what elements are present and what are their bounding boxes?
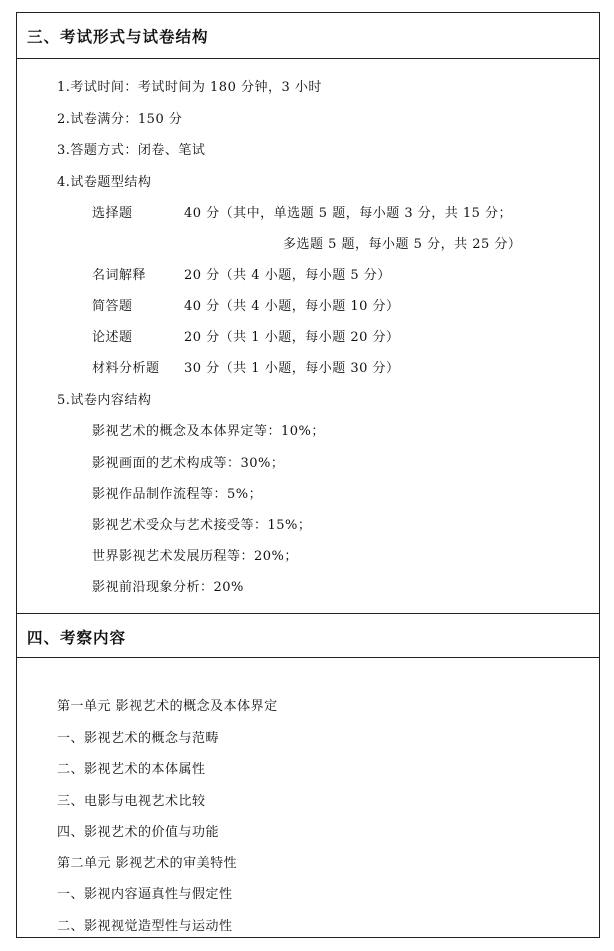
question-type-desc: 20 分（共 1 小题，每小题 20 分） [184,330,400,345]
question-type-name: 名词解释 [92,268,147,283]
unit-heading: 第二单元 影视艺术的审美特性 [57,856,238,871]
divider [17,657,599,658]
content-structure-item: 世界影视艺术发展历程等：20%； [92,549,298,564]
unit-heading: 第一单元 影视艺术的概念及本体界定 [57,699,278,714]
answer-method-item: 3.答题方式：闭卷、笔试 [57,143,206,158]
content-item: 四、影视艺术的价值与功能 [57,825,220,840]
question-type-name: 材料分析题 [92,361,160,376]
question-type-desc: 40 分（共 4 小题，每小题 10 分） [184,299,400,314]
question-structure-item: 4.试卷题型结构 [57,175,152,190]
content-structure-item: 影视艺术受众与艺术接受等：15%； [92,518,312,533]
divider [17,58,599,59]
content-structure-item: 影视前沿现象分析：20% [92,580,244,595]
question-type-desc: 30 分（共 1 小题，每小题 30 分） [184,361,400,376]
content-structure-item: 影视作品制作流程等：5%； [92,487,263,502]
question-type-name: 选择题 [92,206,133,221]
section-3-heading: 三、考试形式与试卷结构 [27,27,209,46]
content-item: 一、影视内容逼真性与假定性 [57,887,233,902]
question-type-desc: 多选题 5 题，每小题 5 分，共 25 分） [283,237,522,252]
content-structure-item: 影视画面的艺术构成等：30%； [92,456,285,471]
divider [17,613,599,614]
document-table [16,12,600,938]
section-4-heading: 四、考察内容 [27,628,127,647]
question-type-desc: 40 分（其中，单选题 5 题，每小题 3 分，共 15 分； [184,206,513,221]
content-item: 三、电影与电视艺术比较 [57,794,206,809]
content-item: 二、影视视觉造型性与运动性 [57,919,233,934]
content-structure-title: 5.试卷内容结构 [57,393,152,408]
question-type-name: 论述题 [92,330,133,345]
content-item: 二、影视艺术的本体属性 [57,762,206,777]
content-structure-item: 影视艺术的概念及本体界定等：10%； [92,424,325,439]
full-score-item: 2.试卷满分：150 分 [57,112,183,127]
content-item: 一、影视艺术的概念与范畴 [57,731,220,746]
exam-time-item: 1.考试时间：考试时间为 180 分钟，3 小时 [57,80,322,95]
question-type-desc: 20 分（共 4 小题，每小题 5 分） [184,268,391,283]
question-type-name: 简答题 [92,299,133,314]
